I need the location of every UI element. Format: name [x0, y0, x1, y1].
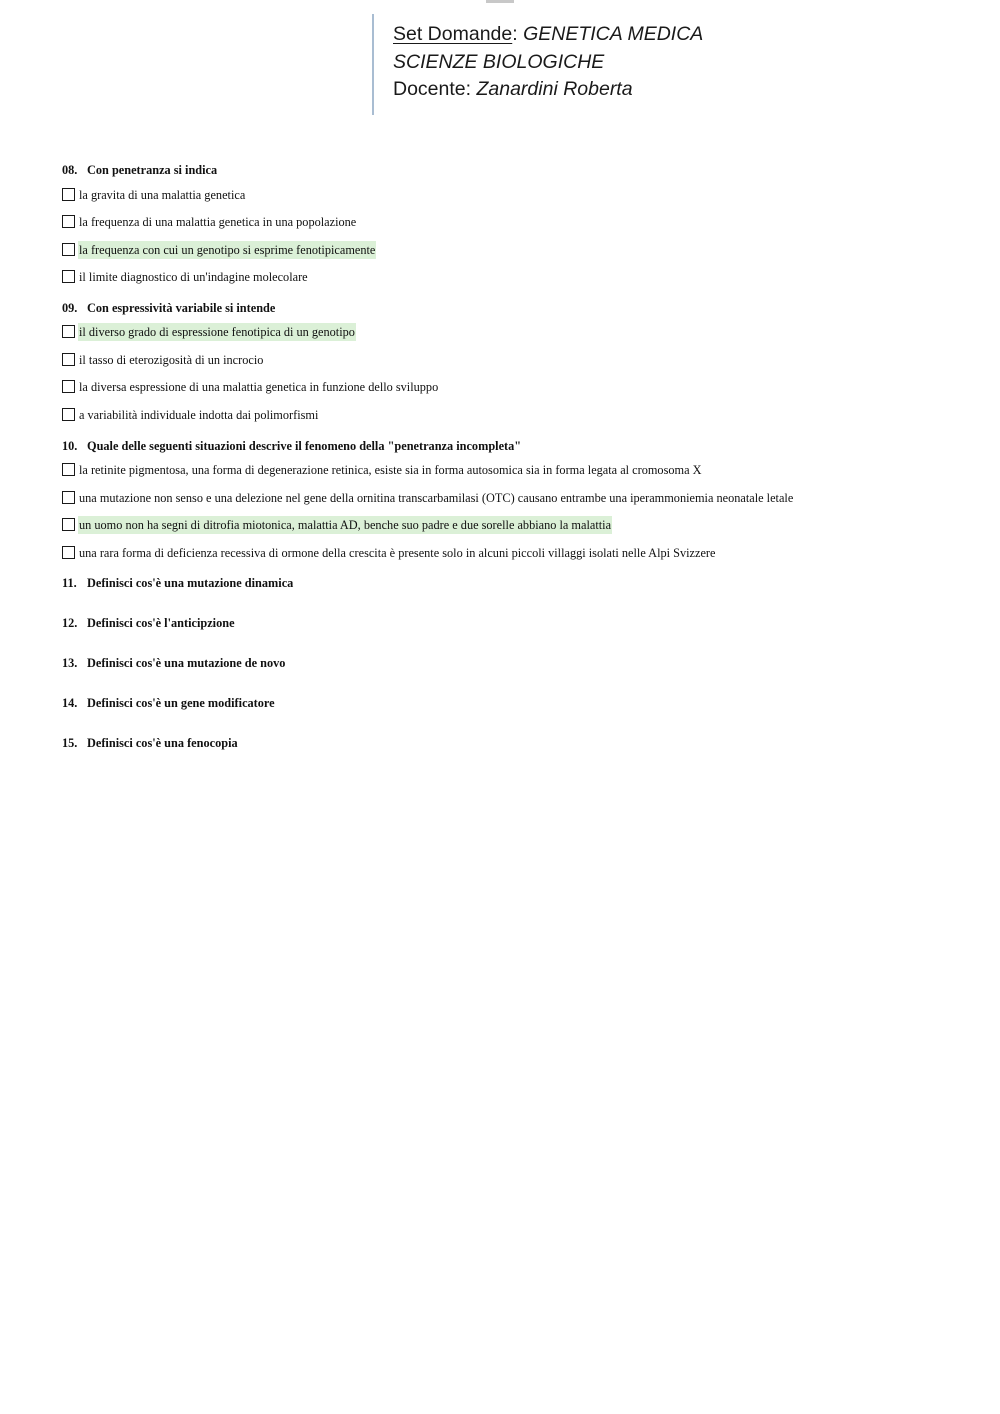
teacher-line — [393, 76, 703, 104]
answer-option[interactable] — [62, 350, 962, 369]
answer-checkbox[interactable] — [62, 243, 75, 256]
answer-option[interactable] — [62, 461, 962, 480]
answer-checkbox[interactable] — [62, 215, 75, 228]
question-09 — [62, 298, 962, 425]
answer-text: una mutazione non senso e una delezione nel gene della ornitina transcarbamilasi (OTC) causano entrambe una iperammoniemia neonatale letale — [79, 490, 794, 505]
page-top-mark — [486, 0, 514, 3]
question-title — [62, 613, 962, 633]
question-title — [62, 693, 962, 713]
answer-checkbox[interactable] — [62, 408, 75, 421]
question-10 — [62, 436, 962, 563]
question-14 — [62, 693, 962, 733]
answer-text: la retinite pigmentosa, una forma di degenerazione retinica, esiste sia in forma autosomica sia in forma legata al cromosoma X — [79, 463, 702, 478]
answer-option[interactable] — [62, 516, 962, 535]
question-12 — [62, 613, 962, 653]
answer-checkbox[interactable] — [62, 518, 75, 531]
question-title — [62, 160, 962, 180]
answer-option[interactable] — [62, 213, 962, 232]
question-list — [62, 160, 962, 773]
answer-text: il tasso di eterozigosità di un incrocio — [79, 352, 264, 367]
document-header — [372, 14, 703, 115]
answer-option[interactable] — [62, 240, 962, 259]
answer-text-correct: il diverso grado di espressione fenotipica di un genotipo — [79, 325, 355, 340]
question-text: Definisci cos'è un gene modificatore — [87, 696, 275, 711]
answer-checkbox[interactable] — [62, 270, 75, 283]
set-separator: : — [512, 23, 518, 45]
question-13 — [62, 653, 962, 693]
question-title — [62, 436, 962, 456]
question-number: 10. — [62, 438, 78, 453]
question-08 — [62, 160, 962, 287]
question-title — [62, 298, 962, 318]
question-number: 15. — [62, 736, 78, 751]
question-number: 11. — [62, 576, 77, 591]
question-title — [62, 573, 962, 593]
set-line — [393, 21, 703, 49]
question-number: 12. — [62, 616, 78, 631]
course-name: GENETICA MEDICA — [523, 23, 704, 45]
question-text: Con penetranza si indica — [87, 163, 218, 177]
answer-text: il limite diagnostico di un'indagine molecolare — [79, 270, 308, 285]
answer-text-correct: la frequenza con cui un genotipo si esprime fenotipicamente — [79, 242, 376, 257]
teacher-name: Zanardini Roberta — [476, 78, 633, 100]
answer-text: la frequenza di una malattia genetica in una popolazione — [79, 215, 357, 230]
question-number: 09. — [62, 300, 78, 315]
question-15 — [62, 733, 962, 773]
answer-checkbox[interactable] — [62, 491, 75, 504]
answer-text-correct: un uomo non ha segni di ditrofia miotonica, malattia AD, benche suo padre e due sorelle abbiano la malattia — [79, 518, 612, 533]
teacher-label: Docente: — [393, 78, 472, 100]
answer-checkbox[interactable] — [62, 546, 75, 559]
question-title — [62, 733, 962, 753]
question-11 — [62, 573, 962, 613]
question-number: 13. — [62, 656, 78, 671]
question-number: 08. — [62, 163, 78, 177]
degree-name: SCIENZE BIOLOGICHE — [393, 50, 605, 73]
answer-option[interactable] — [62, 406, 962, 425]
answer-option[interactable] — [62, 185, 962, 204]
answer-text: a variabilità individuale indotta dai polimorfismi — [79, 408, 319, 423]
answer-checkbox[interactable] — [62, 463, 75, 476]
answer-option[interactable] — [62, 488, 962, 507]
question-text: Definisci cos'è una mutazione dinamica — [87, 576, 294, 591]
answer-checkbox[interactable] — [62, 188, 75, 201]
answer-text: la gravita di una malattia genetica — [79, 187, 246, 202]
question-number: 14. — [62, 696, 78, 711]
answer-text: la diversa espressione di una malattia genetica in funzione dello sviluppo — [79, 380, 439, 395]
answer-option[interactable] — [62, 323, 962, 342]
set-label: Set Domande — [393, 23, 513, 45]
answer-option[interactable] — [62, 378, 962, 397]
answer-text: una rara forma di deficienza recessiva di ormone della crescita è presente solo in alcuni piccoli villaggi isolati nelle Alpi Svizzere — [79, 545, 716, 560]
answer-checkbox[interactable] — [62, 353, 75, 366]
question-text: Definisci cos'è una fenocopia — [87, 736, 238, 751]
question-text: Con espressività variabile si intende — [87, 300, 276, 315]
question-text: Definisci cos'è una mutazione de novo — [87, 656, 286, 671]
answer-option[interactable] — [62, 543, 962, 562]
answer-checkbox[interactable] — [62, 325, 75, 338]
question-title — [62, 653, 962, 673]
answer-option[interactable] — [62, 268, 962, 287]
answer-checkbox[interactable] — [62, 380, 75, 393]
question-text: Definisci cos'è l'anticipzione — [87, 616, 235, 631]
question-text: Quale delle seguenti situazioni descrive il fenomeno della "penetranza incompleta" — [87, 438, 522, 453]
